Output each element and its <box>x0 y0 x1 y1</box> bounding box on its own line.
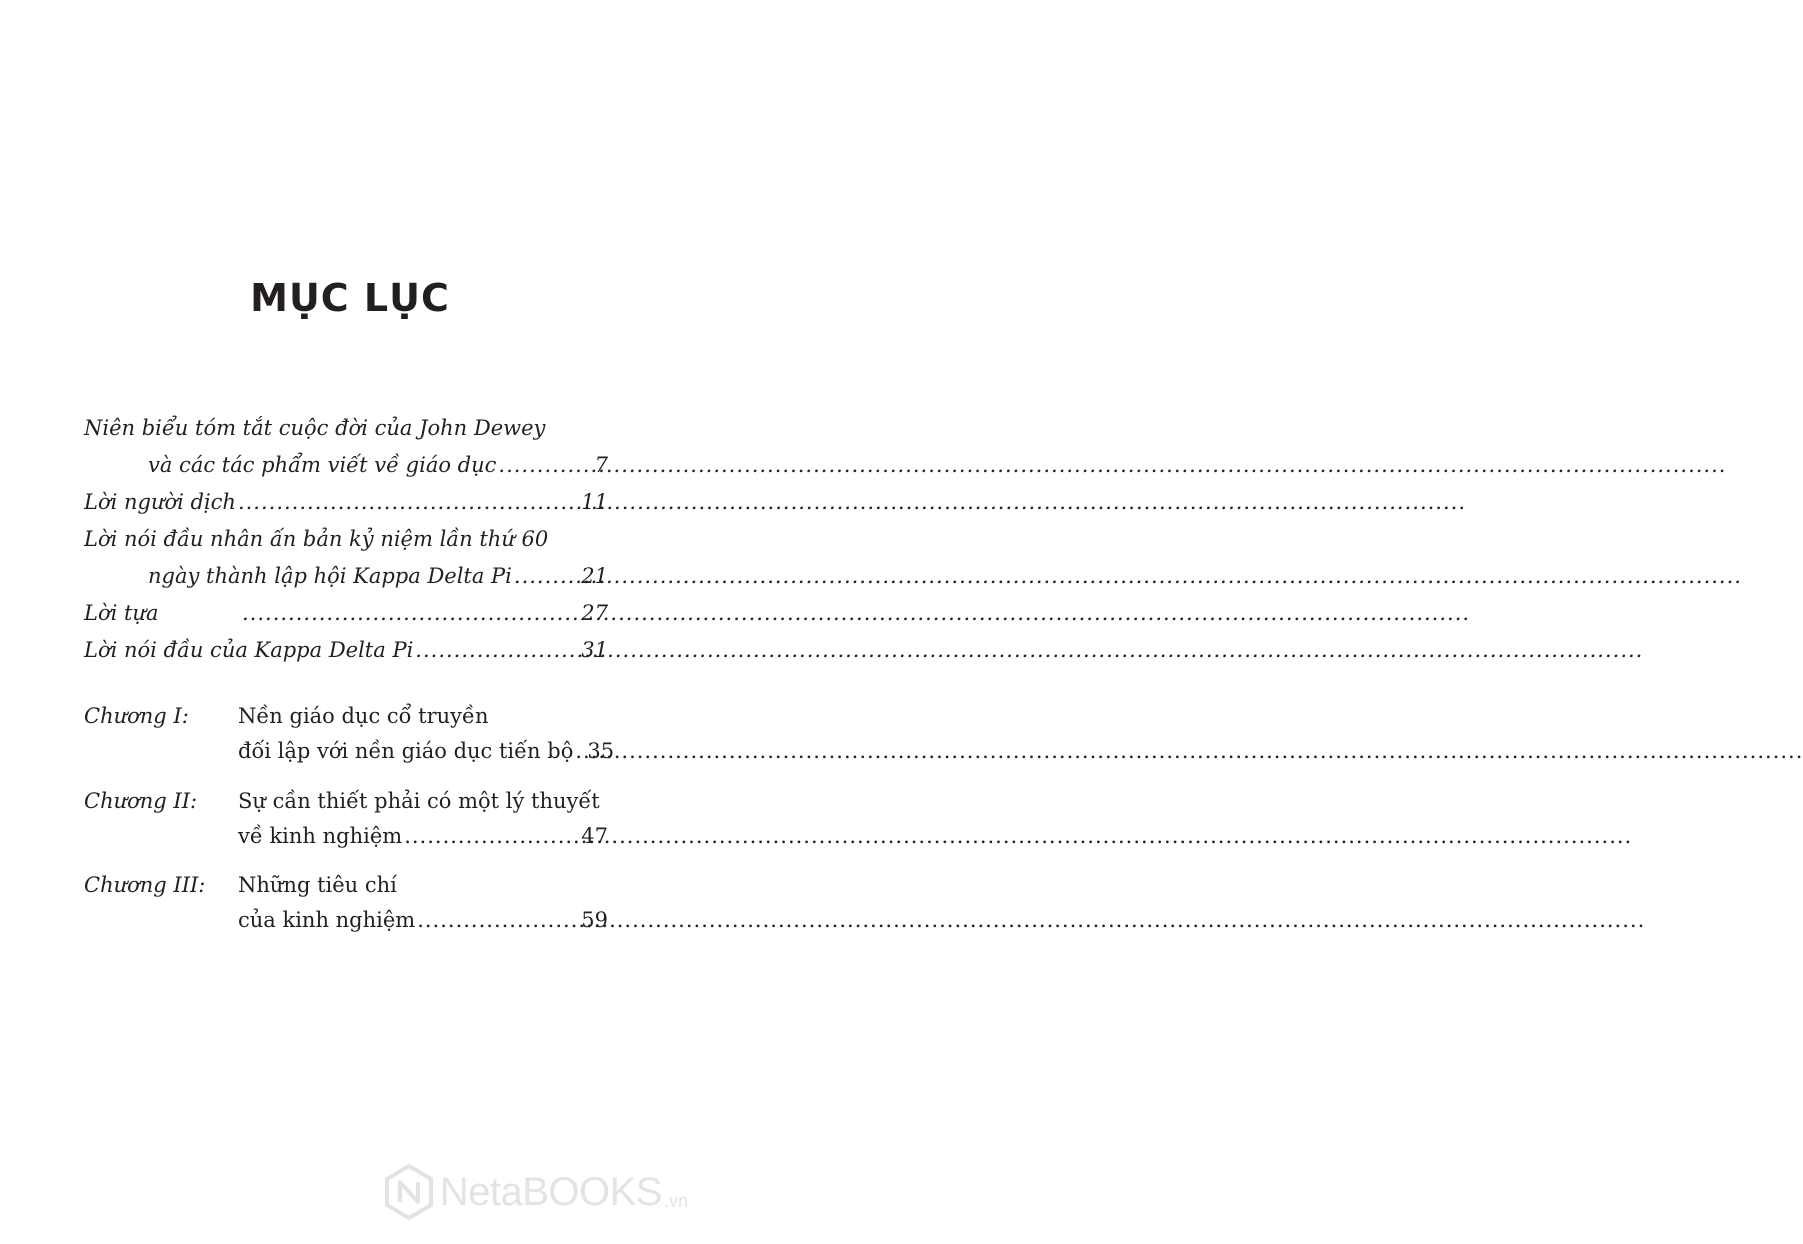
toc-entry-biography[interactable] <box>148 450 608 480</box>
chapter-label: Chương I: <box>84 704 189 728</box>
toc-entry-chapter-3[interactable] <box>238 905 608 935</box>
toc-entry-text: và các tác phẩm viết về giáo dục <box>148 453 497 477</box>
toc-entry-text: về kinh nghiệm <box>238 824 403 848</box>
page-number: 11 <box>581 490 608 514</box>
page-number: 7 <box>594 453 608 477</box>
chapter-2-title-line1[interactable]: Sự cần thiết phải có một lý thuyết <box>238 789 600 813</box>
page-number: 35 <box>587 739 615 763</box>
dot-leader <box>415 635 579 665</box>
dot-leader <box>498 450 592 480</box>
page-number: 47 <box>581 824 608 848</box>
watermark-brand: NetaBOOKS <box>439 1169 662 1214</box>
neta-hexagon-logo-icon <box>384 1164 434 1220</box>
dot-leader <box>238 487 579 517</box>
toc-entry-foreword-label[interactable]: Lời tựa <box>84 601 159 625</box>
toc-entry-text: của kinh nghiệm <box>238 908 416 932</box>
toc-entry-chapter-2[interactable] <box>238 821 608 851</box>
page-title: MỤC LỤC <box>250 276 450 320</box>
watermark-suffix: .vn <box>663 1191 688 1211</box>
page-number: 31 <box>581 638 608 662</box>
dot-leader <box>242 598 579 628</box>
toc-entry-text: Lời nói đầu của Kappa Delta Pi <box>84 638 414 662</box>
toc-entry-foreword[interactable] <box>240 598 608 628</box>
dot-leader <box>514 561 579 591</box>
chapter-1-title-line1[interactable]: Nền giáo dục cổ truyền <box>238 704 489 728</box>
page-number: 21 <box>581 564 608 588</box>
toc-entry-text: Lời người dịch <box>84 490 236 514</box>
toc-entry-text: đối lập với nền giáo dục tiến bộ <box>238 739 574 763</box>
toc-entry-kappa-preface[interactable] <box>84 635 608 665</box>
toc-entry-translator-note[interactable] <box>84 487 608 517</box>
watermark <box>384 1164 688 1220</box>
toc-entry-anniversary-preface-line1[interactable]: Lời nói đầu nhân ấn bản kỷ niệm lần thứ 60 <box>84 527 549 551</box>
dot-leader <box>404 821 579 851</box>
chapter-label: Chương II: <box>84 789 198 813</box>
toc-entry-biography-line1[interactable]: Niên biểu tóm tắt cuộc đời của John Dewey <box>84 416 546 440</box>
toc-entry-text: ngày thành lập hội Kappa Delta Pi <box>148 564 512 588</box>
dot-leader <box>417 905 579 935</box>
table-of-contents <box>0 0 700 1244</box>
chapter-3-title-line1[interactable]: Những tiêu chí <box>238 873 397 897</box>
chapter-label: Chương III: <box>84 873 206 897</box>
toc-page <box>0 0 700 1244</box>
page-number: 59 <box>581 908 608 932</box>
toc-entry-anniversary-preface[interactable] <box>148 561 608 591</box>
toc-entry-chapter-1[interactable] <box>238 736 615 766</box>
dot-leader <box>575 736 585 766</box>
page-number: 27 <box>581 601 608 625</box>
